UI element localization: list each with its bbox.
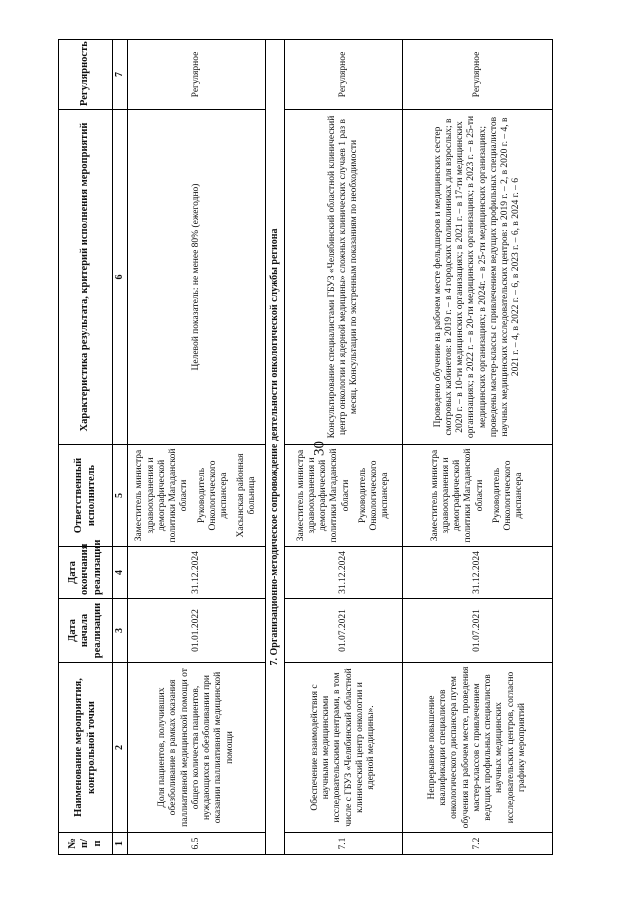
row-end-date: 31.12.2024: [128, 547, 266, 599]
row-end-date: 31.12.2024: [285, 547, 403, 599]
rotated-table-container: [58, 40, 553, 855]
header-name: Наименование мероприятия, контрольной точки: [59, 663, 113, 833]
section-heading: 7. Организационно-методическое сопровождение деятельности онкологической службы региона: [266, 40, 285, 855]
column-number: 5: [113, 445, 128, 547]
activities-table: [58, 39, 553, 855]
row-name: Обеспечение взаимодействия с научными медицинскими исследовательскими центрами, в том числе с ГБУЗ «Челябинский областной клинический центр онкологии и ядерной медицины».: [285, 663, 403, 833]
row-responsible: [285, 445, 403, 547]
row-regularity: Регулярное: [403, 40, 553, 110]
table-row: [285, 40, 403, 855]
row-start-date: 01.07.2021: [403, 599, 553, 663]
row-regularity: Регулярное: [128, 40, 266, 110]
header-regularity: Регулярность: [59, 40, 113, 110]
table-row: [403, 40, 553, 855]
row-responsible: [128, 445, 266, 547]
header-end: Дата окончания реализации: [59, 547, 113, 599]
column-number: 3: [113, 599, 128, 663]
row-name: Непрерывное повышение квалификации специалистов онкологического диспансера путем обучения на рабочем месте, проведения мастер-классов с привлечением ведущих профильных специалистов научных медицинских исследовательских центров, согласно графику мероприятий: [403, 663, 553, 833]
header-row: [59, 40, 113, 855]
responsible-line: Руководитель Онкологического диспансера: [491, 460, 525, 531]
responsible-line: Заместитель министра здравоохранения и демографической политики Магаданской области: [134, 448, 190, 543]
row-start-date: 01.07.2021: [285, 599, 403, 663]
row-responsible: [403, 445, 553, 547]
column-number: 4: [113, 547, 128, 599]
column-number: 7: [113, 40, 128, 110]
responsible-line: Заместитель министра здравоохранения и демографической политики Магаданской области: [429, 448, 485, 543]
row-characteristic: Проведено обучение на рабочем месте фельдшеров и медицинских сестер смотровых кабинетов: в 2019 г. – в 4 городских поликлиниках для взрослых; в 2020 г. – в 10-ти медицинских организациях; в 2021 г. – в 17-ти медицинских организациях; в 2022 г. – в 20-ти медицинских организациях; в 2023 г. – в 25-ти медицинских организациях; в 2024г. – в 25-ти медицинских организациях; проведены мастер-классы с привлечением ведущих профильных специалистов научных медицинских исследовательских центров: в 2019 г. – 2, в 2020 г. – 4, в 2021 г. – 4, в 2022 г. – 6, в 2023 г. – 6, в 2024 г. – 6: [403, 110, 553, 445]
column-number: 6: [113, 110, 128, 445]
table-row: [128, 40, 266, 855]
section-heading-row: [266, 40, 285, 855]
page-number: 30: [311, 441, 328, 456]
header-no: № п/п: [59, 833, 113, 855]
row-characteristic: Консультирование специалистами ГБУЗ «Челябинский областной клинический центр онкологии и ядерной медицины» сложных клинических случаев 1 раз в месяц. Консультации по экстренным показаниям по необходимости: [285, 110, 403, 445]
responsible-line: Руководитель Онкологического диспансера: [357, 460, 391, 531]
column-number: 1: [113, 833, 128, 855]
responsible-line: Руководитель Онкологического диспансера: [196, 460, 229, 531]
row-number: 7.2: [403, 833, 553, 855]
responsible-line: Заместитель министра здравоохранения и демографической политики Магаданской области: [295, 448, 351, 543]
column-number: 2: [113, 663, 128, 833]
header-characteristic: Характеристика результата, критерий исполнения мероприятий: [59, 110, 113, 445]
row-number: 7.1: [285, 833, 403, 855]
header-responsible: Ответственный исполнитель: [59, 445, 113, 547]
row-name: Доля пациентов, получивших обезболивание в рамках оказания паллиативной медицинской помощи от общего количества пациентов, нуждающихся в обезболивании при оказании паллиативной медицинской помощи: [128, 663, 266, 833]
row-regularity: Регулярное: [285, 40, 403, 110]
row-start-date: 01.01.2022: [128, 599, 266, 663]
row-number: 6.5: [128, 833, 266, 855]
responsible-line: Хасынская районная больница: [236, 453, 258, 538]
column-number-row: [113, 40, 128, 855]
row-characteristic: Целевой показатель: не менее 80% (ежегодно): [128, 110, 266, 445]
header-start: Дата начала реализации: [59, 599, 113, 663]
row-end-date: 31.12.2024: [403, 547, 553, 599]
